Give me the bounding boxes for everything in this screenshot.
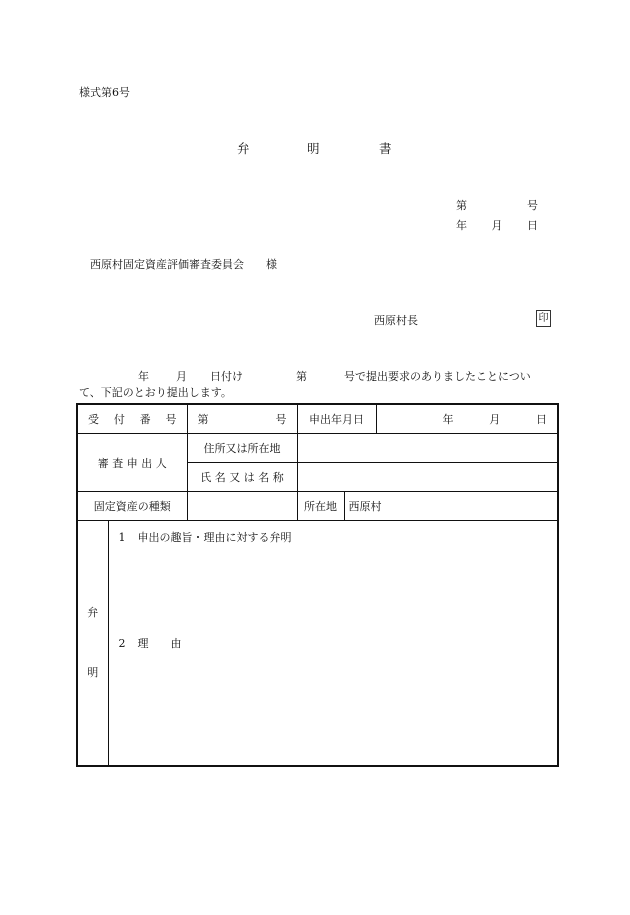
title-char-3: 書 — [379, 141, 392, 156]
intro-dated: 日付け — [210, 370, 243, 383]
explanation-item-2 — [119, 635, 182, 651]
document-date — [456, 217, 538, 233]
doc-number-prefix: 第 — [456, 199, 467, 212]
address-value[interactable] — [297, 434, 558, 463]
addressee-name: 西原村固定資産評価審査委員会 — [90, 258, 244, 271]
receipt-row — [77, 404, 558, 434]
addressee — [90, 256, 277, 272]
explanation-row — [77, 521, 558, 767]
item-1-number: 1 — [118, 531, 126, 544]
item-2-number: 2 — [118, 637, 126, 650]
filing-date-label: 申出年月日 — [297, 404, 376, 434]
intro-number-prefix: 第 — [296, 370, 307, 383]
receipt-value[interactable]: 第 号 — [187, 404, 297, 434]
applicant-label: 審 査 申 出 人 — [77, 434, 187, 492]
seal-mark: 印 — [536, 310, 551, 327]
location-value[interactable]: 西原村 — [344, 492, 558, 521]
addressee-honorific: 様 — [266, 258, 277, 271]
filing-date-value[interactable]: 年 月 日 — [376, 404, 558, 434]
item-2-text: 理 由 — [137, 637, 182, 650]
doc-number-suffix: 号 — [527, 199, 538, 212]
title-char-2: 明 — [307, 141, 320, 156]
applicant-address-row — [77, 434, 558, 463]
doc-date-day: 日 — [527, 219, 538, 232]
title-char-1: 弁 — [237, 141, 250, 156]
intro-line1-rest: 号で提出要求のありましたことについ — [344, 370, 531, 383]
asset-type-label: 固定資産の種類 — [77, 492, 187, 521]
name-value[interactable] — [297, 463, 558, 492]
doc-date-year: 年 — [456, 219, 467, 232]
explanation-label: 弁 明 — [77, 521, 108, 767]
document-number — [456, 197, 538, 213]
issuer-title: 西原村長 — [374, 314, 418, 327]
explanation-body[interactable] — [108, 521, 558, 767]
explanation-item-1 — [119, 529, 292, 545]
explanation-form-table — [76, 403, 559, 767]
address-label: 住所又は所在地 — [187, 434, 297, 463]
item-1-text: 申出の趣旨・理由に対する弁明 — [137, 531, 292, 544]
form-number: 様式第6号 — [79, 86, 130, 99]
intro-line-2: て、下記のとおり提出します。 — [79, 386, 232, 399]
asset-type-value[interactable] — [187, 492, 297, 521]
asset-row — [77, 492, 558, 521]
location-label: 所在地 — [297, 492, 344, 521]
name-label: 氏 名 又 は 名 称 — [187, 463, 297, 492]
intro-year: 年 — [138, 370, 149, 383]
receipt-label: 受 付 番 号 — [77, 404, 187, 434]
doc-date-month: 月 — [491, 219, 503, 232]
intro-month: 月 — [176, 370, 187, 383]
